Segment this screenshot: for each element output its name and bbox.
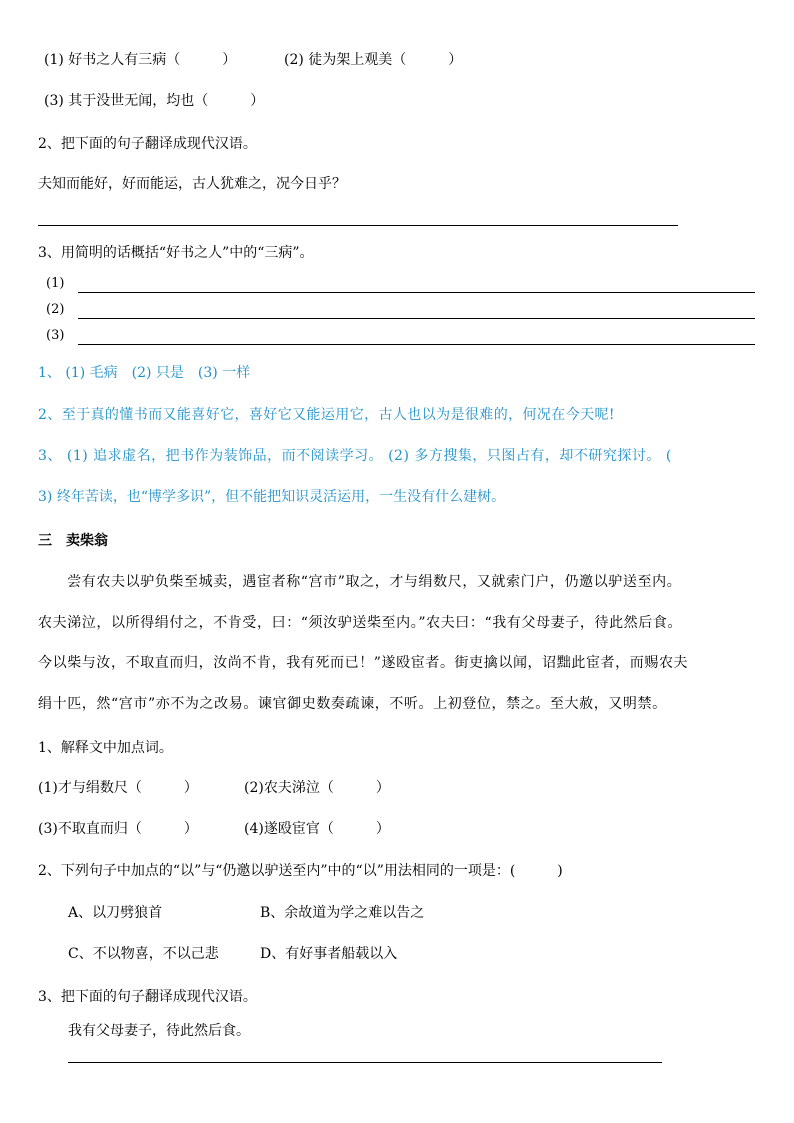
answer-label-2: (2) <box>46 302 65 317</box>
section-heading: 三 卖柴翁 <box>38 533 108 549</box>
word-item-1: (1) 好书之人有三病（ ） <box>44 52 237 68</box>
answer-label-1: (1) <box>46 276 65 291</box>
answer-3-line-2: 3) 终年苦读，也“博学多识”，但不能把知识灵活运用，一生没有什么建树。 <box>38 489 506 505</box>
answer-line-2[interactable] <box>78 318 755 319</box>
option-b[interactable]: B、余故道为学之难以告之 <box>260 905 425 921</box>
word-item-2: (2)农夫涕泣（ ） <box>244 780 390 796</box>
question-2-title: 2、下列句子中加点的“以”与“仍邀以驴送至内”中的“以”用法相同的一项是：( ) <box>38 863 563 879</box>
answer-line[interactable] <box>68 1062 662 1063</box>
answer-1: 1、 (1) 毛病 (2) 只是 (3) 一样 <box>38 365 251 381</box>
question-2-sentence: 夫知而能好，好而能运，古人犹难之，况今日乎？ <box>38 176 346 192</box>
word-item-2: (2) 徒为架上观美（ ） <box>284 52 463 68</box>
word-item-4: (4)遂殴宦官（ ） <box>244 821 390 837</box>
passage-line-4: 绢十匹，然“宫市”亦不为之改易。谏官御史数奏疏谏，不听。上初登位，禁之。至大赦，又明禁。 <box>38 696 667 712</box>
question-2-title: 2、把下面的句子翻译成现代汉语。 <box>38 136 257 152</box>
answer-2: 2、至于真的懂书而又能喜好它，喜好它又能运用它，古人也以为是很难的，何况在今天呢! <box>38 407 615 423</box>
answer-label-3: (3) <box>46 328 65 343</box>
word-item-3: (3)不取直而归（ ） <box>38 821 198 837</box>
question-3-title: 3、把下面的句子翻译成现代汉语。 <box>38 989 257 1005</box>
option-c[interactable]: C、不以物喜，不以己悲 <box>68 946 219 962</box>
word-item-1: (1)才与绢数尺（ ） <box>38 780 198 796</box>
answer-3-line-1: 3、 (1) 追求虚名，把书作为装饰品，而不阅读学习。 (2) 多方搜集，只图占有，却不研究探讨。 ( <box>38 448 672 464</box>
passage-line-3: 今以柴与汝，不取直而归，汝尚不肯，我有死而已！”遂殴宦者。街吏擒以闻，诏黜此宦者，而赐农夫 <box>38 655 689 671</box>
option-a[interactable]: A、以刀劈狼首 <box>68 905 163 921</box>
word-item-3: (3) 其于没世无闻，均也（ ） <box>44 93 265 109</box>
option-d[interactable]: D、有好事者船载以入 <box>260 946 398 962</box>
question-1-title: 1、解释文中加点词。 <box>38 740 173 756</box>
passage-line-2: 农夫涕泣，以所得绢付之，不肯受，曰：“须汝驴送柴至内。”农夫曰：“我有父母妻子，待此然后食。 <box>38 615 683 631</box>
answer-line-1[interactable] <box>78 292 755 293</box>
passage-line-1: 尝有农夫以驴负柴至城卖，遇宦者称“宫市”取之，才与绢数尺，又就索门户，仍邀以驴送至内。 <box>38 574 682 590</box>
answer-line[interactable] <box>38 225 678 226</box>
question-3-sentence: 我有父母妻子，待此然后食。 <box>68 1023 250 1039</box>
question-3-title: 3、用简明的话概括“好书之人”中的“三病”。 <box>38 245 314 261</box>
answer-line-3[interactable] <box>78 344 755 345</box>
